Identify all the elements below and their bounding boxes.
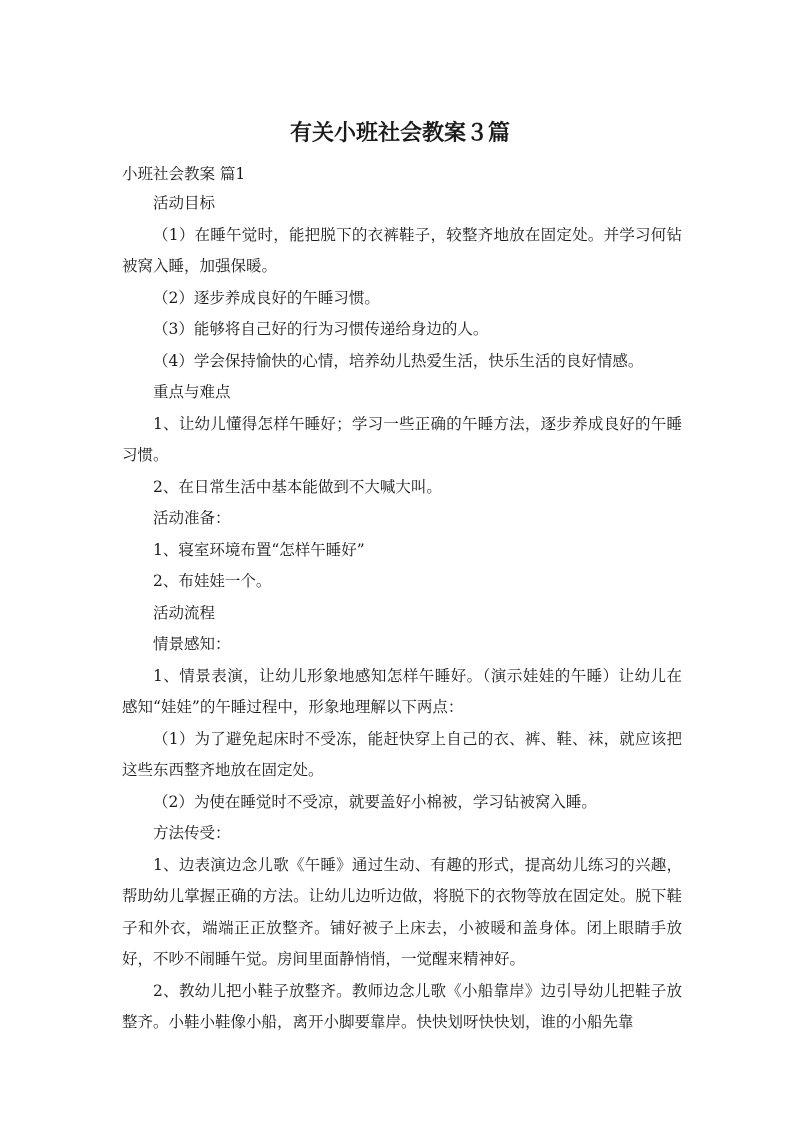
paragraph: （2）逐步养成良好的午睡习惯。 — [153, 288, 380, 307]
paragraph: 2、教幼儿把小鞋子放整齐。教师边念儿歌《小船靠岸》边引导幼儿把鞋子放整齐。小鞋小鞋像小船，离开小脚要靠岸。快快划呀快快划，谁的小船先靠 — [122, 981, 682, 1031]
paragraph: （1）在睡午觉时，能把脱下的衣裤鞋子，较整齐地放在固定处。并学习何钻被窝入睡，加强保暖。 — [122, 225, 682, 275]
paragraph: 活动流程 — [153, 603, 216, 622]
paragraph: 重点与难点 — [153, 383, 231, 401]
paragraph: 1、情景表演，让幼儿形象地感知怎样午睡好。（演示娃娃的午睡）让幼儿在感知“娃娃”的午睡过程中，形象地理解以下两点： — [122, 666, 682, 716]
paragraph: （4）学会保持愉快的心情，培养幼儿热爱生活，快乐生活的良好情感。 — [153, 351, 644, 370]
paragraph: 方法传受： — [153, 824, 231, 842]
paragraph: 1、寝室环境布置“怎样午睡好” — [153, 540, 365, 559]
document-body — [122, 188, 682, 1039]
paragraph: （2）为使在睡觉时不受凉，就要盖好小棉被，学习钻被窝入睡。 — [153, 792, 597, 811]
section-heading: 小班社会教案 篇1 — [122, 165, 246, 183]
paragraph: 2、布娃娃一个。 — [153, 572, 272, 590]
paragraph: 活动准备： — [153, 509, 231, 527]
paragraph: 2、在日常生活中基本能做到不大喊大叫。 — [153, 477, 442, 496]
paragraph: （1）为了避免起床时不受冻，能赶快穿上自己的衣、裤、鞋、袜，就应该把这些东西整齐地放在固定处。 — [122, 729, 682, 779]
paragraph: 活动目标 — [153, 194, 216, 212]
paragraph: 1、边表演边念儿歌《午睡》通过生动、有趣的形式，提高幼儿练习的兴趣，帮助幼儿掌握正确的方法。让幼儿边听边做，将脱下的衣物等放在固定处。脱下鞋子和外衣，端端正正放整齐。铺好被子上床去，小被暖和盖身体。闭上眼睛手放好，不吵不闹睡午觉。房间里面静悄悄，一觉醒来精神好。 — [122, 855, 682, 968]
paragraph: 1、让幼儿懂得怎样午睡好；学习一些正确的午睡方法，逐步养成良好的午睡习惯。 — [122, 414, 682, 464]
paragraph: 情景感知： — [153, 635, 231, 653]
document-title: 有关小班社会教案３篇 — [289, 121, 510, 146]
paragraph: （3）能够将自己好的行为习惯传递给身边的人。 — [153, 320, 489, 338]
